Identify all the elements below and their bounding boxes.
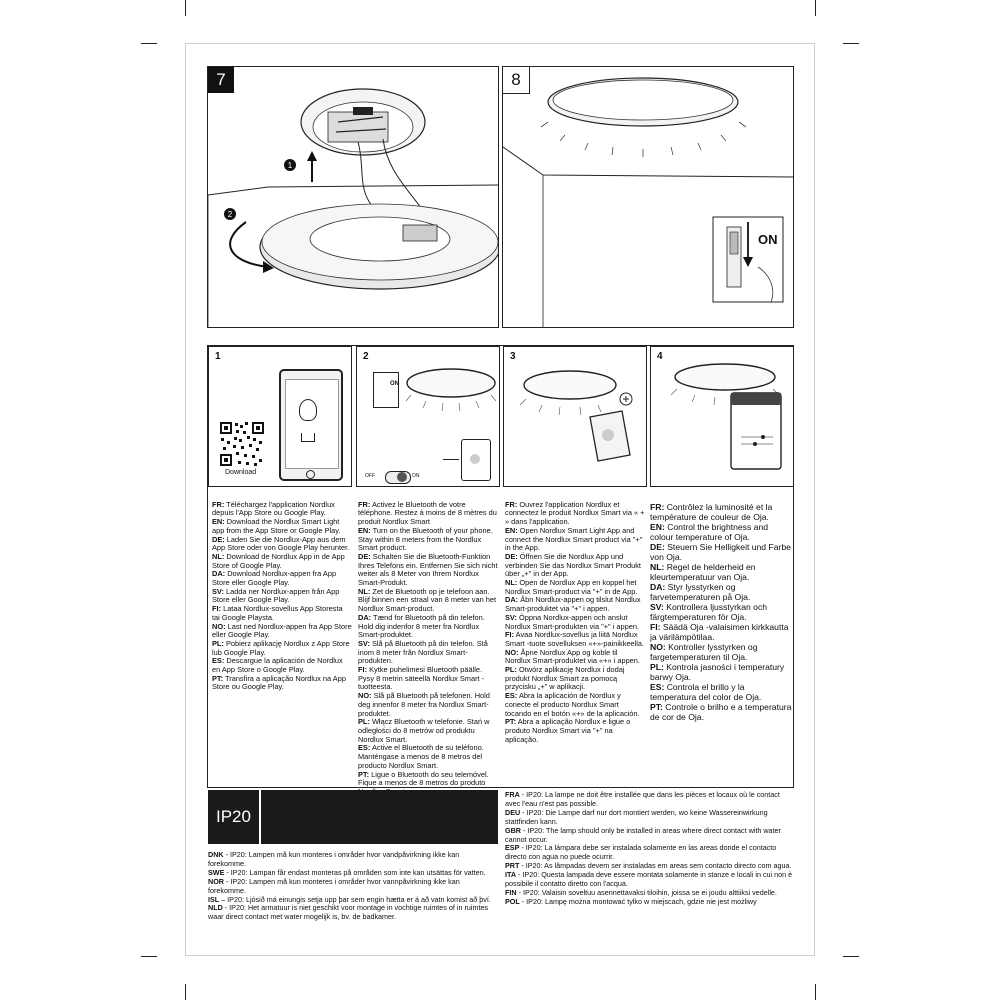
line-text: Active el Bluetooth de su teléfono. Manténgase a menos de 8 metros del producto Nordlux Smart. bbox=[358, 743, 484, 770]
line-text: - IP20: Die Lampe darf nur dort montiert werden, wo keine Wassereinwirkung stattfinden kann. bbox=[505, 807, 768, 826]
step-label-2: 2 bbox=[227, 210, 233, 219]
language-code: PL: bbox=[358, 717, 370, 727]
line-text: Slå på Bluetooth på telefonen. Hold deg innenfor 8 meter fra Nordlux Smart-produktet. bbox=[358, 691, 490, 718]
text-line bbox=[650, 582, 792, 602]
text-line bbox=[212, 640, 352, 657]
language-code: FRA bbox=[505, 790, 520, 799]
language-code: PT: bbox=[212, 673, 224, 683]
line-text: - IP20: Lampan får endast monteras på områden som inte kan utsättas för vatten. bbox=[224, 867, 486, 877]
line-text: Download the Nordlux Smart Light app from the App Store or Google Play. bbox=[212, 517, 341, 535]
line-text: Turn on the Bluetooth of your phone. Stay within 8 meters from the Nordlux Smart product. bbox=[358, 525, 493, 553]
line-text: Controla el brillo y la temperatura del color de Oja. bbox=[650, 682, 762, 702]
step-2-text bbox=[358, 492, 498, 805]
line-text: Regel de helderheid en kleurtemperatuur van Oja. bbox=[650, 562, 756, 582]
line-text: - IP20: Lampę można montować tylko w miejscach, gdzie nie jest możliwy bbox=[519, 896, 757, 906]
step-4-text bbox=[650, 492, 792, 732]
text-line bbox=[358, 588, 498, 614]
line-text: Abra la aplicación de Nordlux y conecte el producto Nordlux Smart tocando en el botón «+» de la aplicación. bbox=[505, 691, 640, 718]
step-2-image bbox=[356, 346, 500, 487]
language-code: FR: bbox=[505, 499, 518, 509]
text-line bbox=[505, 596, 645, 613]
bluetooth-icon bbox=[470, 454, 480, 464]
line-text: Ouvrez l'application Nordlux et connectez le produit Nordlux Smart via « + » dans l'application. bbox=[505, 499, 645, 527]
language-code: DE: bbox=[650, 542, 665, 552]
step-number: 2 bbox=[363, 351, 369, 362]
line-text: Contrôlez la luminosité et la température de couleur de Oja. bbox=[650, 502, 773, 522]
text-line bbox=[650, 602, 792, 622]
text-line bbox=[505, 809, 795, 827]
step-3-text bbox=[505, 492, 645, 753]
language-code: NL: bbox=[212, 551, 225, 561]
text-line bbox=[358, 744, 498, 770]
text-line bbox=[208, 904, 498, 922]
line-text: Öppna Nordlux-appen och anslut Nordlux Smart-produkten via "+" i appen. bbox=[505, 612, 640, 631]
text-line bbox=[212, 657, 352, 674]
toggle-off-label: OFF bbox=[365, 473, 375, 479]
language-code: PT: bbox=[505, 717, 517, 727]
text-line bbox=[212, 605, 352, 622]
ip-warnings-left bbox=[208, 851, 498, 922]
tablet-illustration bbox=[279, 369, 343, 481]
line-text: Säädä Oja -valaisimen kirkkautta ja värilämpötilaa. bbox=[650, 622, 789, 642]
step-1-lines bbox=[212, 501, 352, 692]
step-number: 3 bbox=[510, 351, 516, 362]
language-code: PL: bbox=[212, 638, 224, 648]
line-text: - IP20: Lampen må kun monteres i områder hvor vandpåvirkning ikke kan forekomme. bbox=[208, 850, 460, 868]
text-line bbox=[212, 553, 352, 570]
text-line bbox=[505, 501, 645, 527]
text-line bbox=[358, 692, 498, 718]
step-number: 4 bbox=[657, 351, 663, 362]
panel-7 bbox=[207, 66, 499, 328]
text-line bbox=[212, 518, 352, 535]
text-line bbox=[208, 878, 498, 896]
text-line bbox=[650, 662, 792, 682]
language-code: SV: bbox=[650, 602, 664, 612]
line-text: Last ned Nordlux-appen fra App Store eller Google Play. bbox=[212, 621, 352, 640]
text-line bbox=[358, 527, 498, 553]
line-text: - IP20: Lampen må kun monteres i områder hvor vannpåvirkning ikke kan forekomme. bbox=[208, 876, 460, 895]
line-text: Descargue la aplicación de Nordlux en App Store o Google Play. bbox=[212, 656, 343, 675]
language-code: ES: bbox=[505, 691, 518, 701]
language-code: DE: bbox=[505, 551, 518, 561]
step-number: 1 bbox=[215, 351, 221, 362]
language-code: DE: bbox=[212, 534, 225, 544]
text-line bbox=[358, 666, 498, 692]
language-code: EN: bbox=[358, 525, 371, 535]
step-1-image bbox=[208, 346, 352, 487]
language-code: ITA bbox=[505, 870, 517, 880]
language-code: GBR bbox=[505, 825, 521, 835]
text-line bbox=[505, 579, 645, 596]
line-text: Öffnen Sie die Nordlux App und verbinden Sie das Nordlux Smart Produkt über „+" in der App. bbox=[505, 551, 641, 579]
language-code: SWE bbox=[208, 867, 225, 877]
language-code: NL: bbox=[358, 586, 371, 596]
line-text: - IP20: La lampe ne doit être installée que dans les pièces et locaux où le contact avec l'eau n'est pas possible. bbox=[505, 790, 780, 808]
text-line bbox=[505, 871, 795, 889]
switch-on-label: ON bbox=[390, 381, 399, 387]
step-4-lines bbox=[650, 502, 792, 722]
language-code: ES: bbox=[358, 743, 371, 753]
line-text: Zet de Bluetooth op je telefoon aan. Blijf binnen een straal van 8 meter van het Nordlux Smart-product. bbox=[358, 586, 497, 614]
text-line bbox=[505, 614, 645, 631]
line-text: Kontrola jasności i temperatury barwy Oja. bbox=[650, 662, 785, 682]
text-line bbox=[212, 675, 352, 692]
text-line bbox=[505, 718, 645, 744]
language-code: FR: bbox=[358, 499, 371, 509]
text-line bbox=[505, 791, 795, 809]
language-code: PRT bbox=[505, 861, 520, 871]
line-text: Téléchargez l'application Nordlux depuis l'App Store ou Google Play. bbox=[212, 499, 335, 518]
crop-mark bbox=[843, 956, 859, 957]
line-text: Ligue o Bluetooth do seu telemóvel. Fique a menos de 8 metros do produto bbox=[358, 769, 489, 788]
text-line bbox=[650, 522, 792, 542]
line-text: Steuern Sie Helligkeit und Farbe von Oja. bbox=[650, 542, 791, 562]
language-code: NO: bbox=[505, 647, 519, 657]
tablet-screen bbox=[285, 379, 339, 469]
language-code: ES: bbox=[212, 656, 225, 666]
step-label-1: 1 bbox=[287, 161, 293, 170]
language-code: EN: bbox=[212, 517, 225, 527]
language-code: DA: bbox=[358, 612, 372, 622]
crop-mark bbox=[185, 984, 186, 1000]
text-line bbox=[650, 542, 792, 562]
line-text: Control the brightness and colour temperature of Oja. bbox=[650, 522, 769, 542]
panel-number: 8 bbox=[503, 67, 530, 94]
text-line bbox=[358, 640, 498, 666]
language-code: NO: bbox=[650, 642, 666, 652]
distance-line bbox=[443, 459, 459, 460]
line-text: – IP20: Ljósið má einungis setja upp þar sem engin hætta er á að vatn komist að því. bbox=[219, 894, 491, 904]
language-code: FIN bbox=[505, 887, 517, 897]
download-icon bbox=[301, 433, 315, 442]
text-line bbox=[505, 844, 795, 862]
line-text: Kytke puhelimesi Bluetooth päälle. Pysy 8 metrin säteellä Nordlux Smart -tuotteesta. bbox=[358, 665, 485, 692]
language-code: DA: bbox=[505, 595, 519, 605]
app-control-illustration bbox=[651, 347, 795, 488]
language-code: FI: bbox=[358, 665, 368, 675]
line-text: - IP20: La lámpara debe ser instalada solamente en las areas donde el contacto directo con agua no puede ocurrir. bbox=[505, 843, 777, 862]
line-text: Schalten Sie die Bluetooth-Funktion Ihres Telefons ein. Entfernen Sie sich nicht weiter als 8 Meter von Ihrem Nordlux Smart-Produkt. bbox=[358, 551, 498, 588]
language-code: DA: bbox=[650, 582, 666, 592]
step-3-image bbox=[503, 346, 647, 487]
language-code: ESP bbox=[505, 843, 520, 853]
line-text: Åbn Nordlux-appen og tilslut Nordlux Smart-produktet via "+" i appen. bbox=[505, 595, 641, 614]
line-text: - IP20: Het armatuur is niet geschikt voor montage in vochtige ruimtes of in ruimtes waar direct contact met water mogelijk is, bv. de badkamer. bbox=[208, 903, 489, 922]
language-code: PL: bbox=[650, 662, 664, 672]
crop-mark bbox=[815, 984, 816, 1000]
line-text: Lataa Nordlux-sovellus App Storesta tai Google Playsta. bbox=[212, 604, 343, 622]
line-text: Download de Nordlux App in de App Store of Google Play. bbox=[212, 551, 345, 570]
text-line bbox=[650, 702, 792, 722]
toggle-on-label: ON bbox=[412, 473, 420, 479]
text-line bbox=[208, 851, 498, 869]
ip-warnings-right bbox=[505, 791, 795, 907]
qr-code bbox=[219, 421, 265, 467]
wall-switch-icon bbox=[373, 372, 399, 408]
text-line bbox=[358, 614, 498, 640]
line-text: Avaa Nordlux-sovellus ja liitä Nordlux Smart -tuote sovelluksen «+»-painikkeella. bbox=[505, 630, 645, 648]
crop-mark bbox=[843, 43, 859, 44]
text-line bbox=[212, 588, 352, 605]
text-line bbox=[650, 622, 792, 642]
text-line bbox=[505, 553, 645, 579]
line-text: - IP20: Valaisin soveltuu asennettavaksi tiloihin, joissa se ei joudu alttiiksi vedelle. bbox=[516, 887, 777, 897]
language-code: NLD bbox=[208, 903, 223, 913]
language-code: NL: bbox=[505, 578, 518, 588]
switch-on-label: ON bbox=[758, 232, 778, 247]
language-code: FI: bbox=[212, 604, 222, 614]
lamp-connect-illustration bbox=[504, 347, 648, 488]
text-line bbox=[505, 827, 795, 845]
crop-mark bbox=[141, 43, 157, 44]
line-text: Slå på Bluetooth på din telefon. Stå inom 8 meter från Nordlux Smart-produkten. bbox=[358, 638, 488, 666]
line-text: - IP20: The lamp should only be installed in areas where direct contact with water cannot occur. bbox=[505, 825, 781, 844]
language-code: NO: bbox=[358, 691, 372, 701]
language-code: NL: bbox=[650, 562, 665, 572]
crop-mark bbox=[185, 0, 186, 16]
text-line bbox=[212, 570, 352, 587]
line-text: Abra a aplicação Nordlux e ligue o produto Nordlux Smart via "+" na aplicação. bbox=[505, 717, 631, 744]
language-code: FR: bbox=[650, 502, 665, 512]
lamp-icon bbox=[401, 365, 501, 415]
language-code: DNK bbox=[208, 850, 224, 859]
line-text: Åpne Nordlux App og koble til Nordlux Smart-produktet via «+» i appen. bbox=[505, 647, 640, 666]
text-line bbox=[505, 527, 645, 553]
text-line bbox=[650, 642, 792, 662]
line-text: Controle o brilho e a temperatura de cor de Oja. bbox=[650, 702, 792, 722]
language-code: PT: bbox=[358, 769, 370, 779]
language-code: DEU bbox=[505, 807, 521, 817]
text-line bbox=[358, 501, 498, 527]
language-code: DA: bbox=[212, 569, 226, 579]
text-line bbox=[505, 692, 645, 718]
download-label: Download bbox=[225, 469, 257, 476]
text-line bbox=[505, 631, 645, 648]
step-2-lines bbox=[358, 501, 498, 797]
language-code: EN: bbox=[505, 525, 518, 535]
text-line bbox=[650, 682, 792, 702]
step-1-text bbox=[212, 492, 352, 701]
language-code: ES: bbox=[650, 682, 665, 692]
text-line bbox=[212, 501, 352, 518]
text-line bbox=[505, 649, 645, 666]
step-4-image bbox=[650, 346, 794, 487]
language-code: PL: bbox=[505, 665, 517, 675]
text-line bbox=[212, 623, 352, 640]
panel-number: 7 bbox=[208, 67, 234, 93]
lamp-on-illustration bbox=[503, 67, 793, 327]
crop-mark bbox=[815, 0, 816, 16]
line-text: Open de Nordlux App en koppel het Nordlux Smart-product via "+" in de App. bbox=[505, 578, 638, 596]
language-code: SV: bbox=[505, 612, 517, 622]
text-line bbox=[212, 536, 352, 553]
lightbulb-icon bbox=[299, 399, 317, 421]
toggle-knob bbox=[397, 472, 407, 482]
text-line bbox=[505, 898, 795, 907]
language-code: SV: bbox=[358, 638, 370, 648]
language-code: NOR bbox=[208, 876, 224, 886]
line-text: Activez le Bluetooth de votre téléphone. Restez à moins de 8 mètres du produit Nordlux Smart bbox=[358, 499, 497, 527]
text-line bbox=[358, 553, 498, 588]
line-text: Pobierz aplikację Nordlux z App Store lub Google Play. bbox=[212, 638, 350, 657]
text-line bbox=[650, 562, 792, 582]
ceiling-installation-illustration bbox=[208, 67, 498, 327]
text-line bbox=[505, 666, 645, 692]
step-3-lines bbox=[505, 501, 645, 745]
language-code: FR: bbox=[212, 499, 225, 509]
line-text: Laden Sie die Nordlux-App aus dem App Store oder von Google Play herunter. bbox=[212, 534, 350, 553]
text-line bbox=[358, 718, 498, 744]
language-code: FI: bbox=[505, 630, 515, 640]
crop-mark bbox=[141, 956, 157, 957]
line-text: Download Nordlux-appen fra App Store eller Google Play. bbox=[212, 569, 337, 588]
language-code: SV: bbox=[212, 586, 224, 596]
line-text: Ladda ner Nordlux-appen från App Store eller Google Play. bbox=[212, 586, 340, 605]
language-code: FI: bbox=[650, 622, 661, 632]
language-code: PT: bbox=[650, 702, 663, 712]
home-button-icon bbox=[306, 470, 315, 479]
line-text: - IP20: Questa lampada deve essere montata solamente in stanze e locali in cui non è possibile il contatto diretto con l'acqua. bbox=[505, 870, 793, 889]
line-text: Open Nordlux Smart Light App and connect the Nordlux Smart product via "+" in the App. bbox=[505, 525, 643, 553]
panel-8 bbox=[502, 66, 794, 328]
ip20-badge: IP20 bbox=[208, 790, 261, 844]
line-text: Kontrollera ljusstyrkan och färgtemperaturen för Oja. bbox=[650, 602, 768, 622]
language-code: NO: bbox=[212, 621, 226, 631]
line-text: Tænd for Bluetooth på din telefon. Hold dig indenfor 8 meter fra Nordlux Smart-produktet. bbox=[358, 612, 485, 640]
language-code: ISL bbox=[208, 894, 220, 904]
line-text: Transfira a aplicação Nordlux na App Store ou Google Play. bbox=[212, 673, 346, 692]
language-code: DE: bbox=[358, 551, 371, 561]
line-text: Styr lysstyrken og farvetemperaturen på Oja. bbox=[650, 582, 751, 602]
line-text: Otwórz aplikację Nordlux i dodaj produkt Nordlux Smart za pomocą przycisku „+" w aplikacji. bbox=[505, 665, 625, 692]
line-text: Włącz Bluetooth w telefonie. Stań w odległości do 8 metrów od produktu Nordlux Smart. bbox=[358, 717, 490, 744]
text-line bbox=[650, 502, 792, 522]
line-text: - IP20: As lâmpadas devem ser instaladas em areas sem contacto directo com agua. bbox=[519, 861, 792, 871]
language-code: EN: bbox=[650, 522, 665, 532]
language-code: POL bbox=[505, 896, 520, 906]
line-text: Kontroller lysstyrken og fargetemperaturen til Oja. bbox=[650, 642, 758, 662]
